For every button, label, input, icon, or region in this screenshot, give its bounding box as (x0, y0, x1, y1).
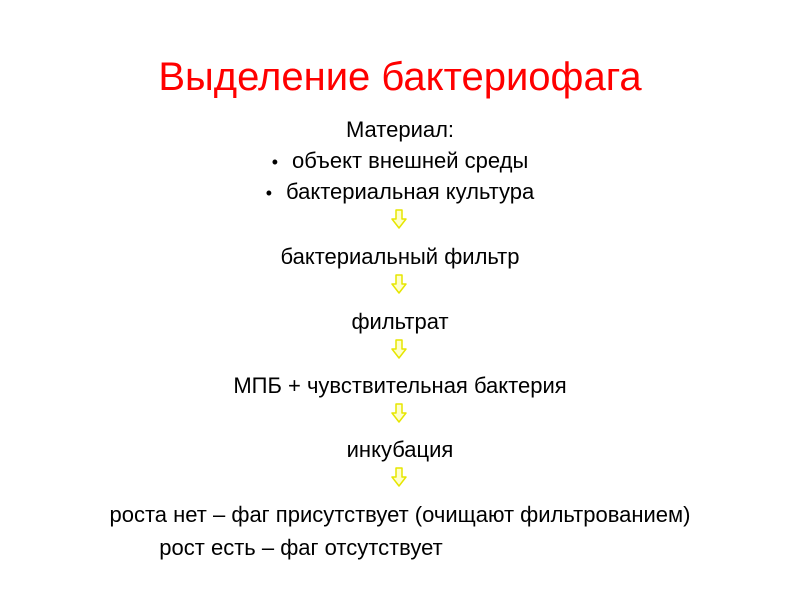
arrow-down-icon (391, 209, 407, 229)
arrow-down-icon (391, 467, 407, 487)
result-growth: рост есть – фаг отсутствует (159, 535, 443, 560)
step-broth-bacteria: МПБ + чувствительная бактерия (233, 373, 567, 398)
arrow-down-icon (391, 274, 407, 294)
bullet-text: бактериальная культура (286, 179, 535, 204)
result-no-growth: роста нет – фаг присутствует (очищают фильтрованием) (109, 502, 691, 527)
slide-title: Выделение бактериофага (158, 55, 642, 99)
arrow-down-icon (391, 403, 407, 423)
bullet-dot: • (265, 183, 273, 203)
step-incubation: инкубация (346, 437, 454, 462)
bullet-item (0, 147, 800, 176)
bullet-dot: • (271, 152, 278, 172)
step-filtrate: фильтрат (351, 309, 449, 334)
bullet-text: объект внешней среды (292, 148, 529, 173)
material-label: Материал: (345, 117, 455, 142)
step-bacterial-filter: бактериальный фильтр (280, 244, 520, 269)
arrow-down-icon (391, 339, 407, 359)
bullet-item (0, 178, 800, 207)
